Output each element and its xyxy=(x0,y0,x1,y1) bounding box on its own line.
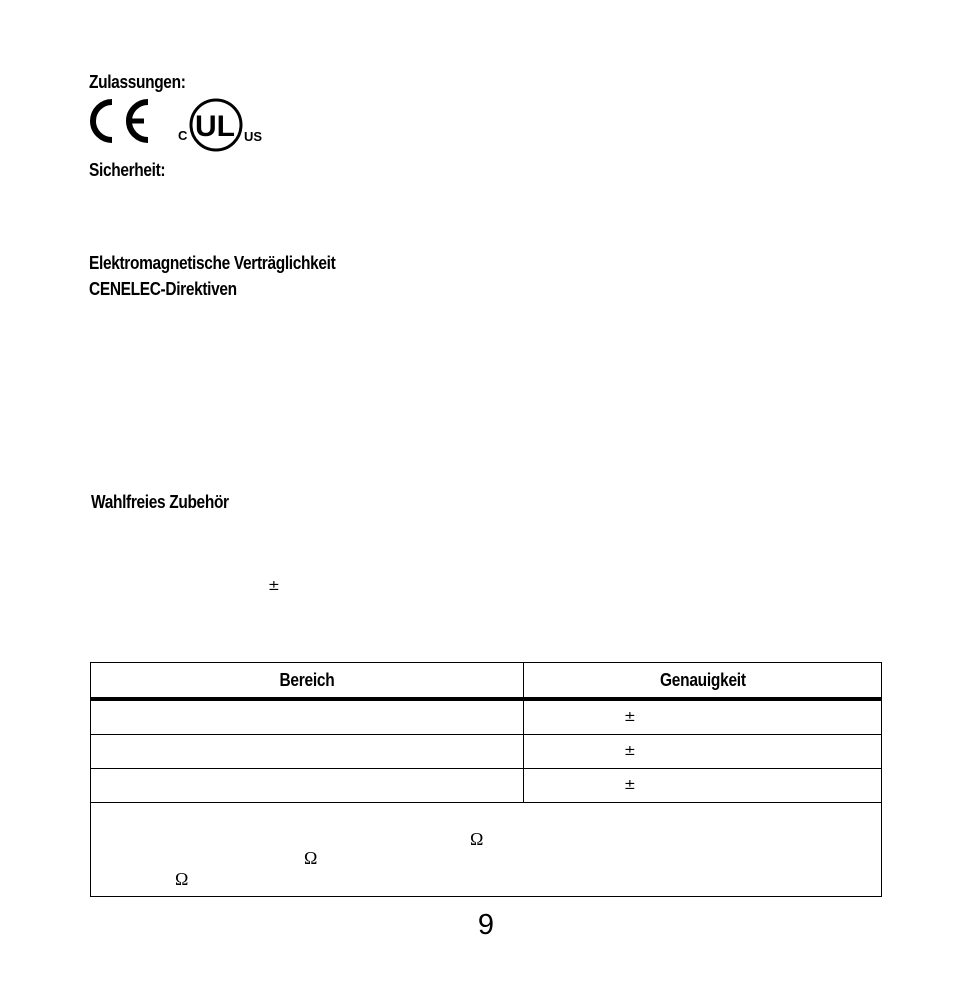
certification-logos xyxy=(88,98,268,156)
range-cell xyxy=(91,735,524,769)
table-note xyxy=(91,803,882,897)
table-header-row xyxy=(91,663,882,700)
ul-country-us: US xyxy=(244,129,263,144)
ce-mark-icon xyxy=(93,102,148,140)
column-header-accuracy: Genauigkeit xyxy=(524,663,882,700)
table-note-row xyxy=(91,803,882,897)
accuracy-cell: ± xyxy=(524,769,882,803)
ohm-symbol: Ω xyxy=(304,848,318,868)
accuracy-cell: ± xyxy=(524,735,882,769)
ul-country-c: C xyxy=(178,128,188,143)
range-cell xyxy=(91,699,524,735)
table-row xyxy=(91,769,882,803)
column-header-range: Bereich xyxy=(91,663,524,700)
approvals-heading: Zulassungen: xyxy=(89,72,186,92)
accuracy-table xyxy=(90,662,882,897)
range-cell xyxy=(91,769,524,803)
plus-minus-symbol: ± xyxy=(268,578,280,594)
ohm-symbol: Ω xyxy=(470,829,484,849)
accessories-heading: Wahlfreies Zubehör xyxy=(91,492,229,512)
table-row xyxy=(91,735,882,769)
accuracy-cell: ± xyxy=(524,699,882,735)
ohm-symbol: Ω xyxy=(175,869,189,889)
cenelec-heading: CENELEC-Direktiven xyxy=(89,279,237,299)
emc-heading: Elektromagnetische Verträglichkeit xyxy=(89,253,336,273)
safety-heading: Sicherheit: xyxy=(89,160,166,180)
ul-letters: UL xyxy=(195,110,235,143)
page-number: 9 xyxy=(477,909,495,941)
table-row xyxy=(91,699,882,735)
ul-mark-icon xyxy=(178,100,262,150)
